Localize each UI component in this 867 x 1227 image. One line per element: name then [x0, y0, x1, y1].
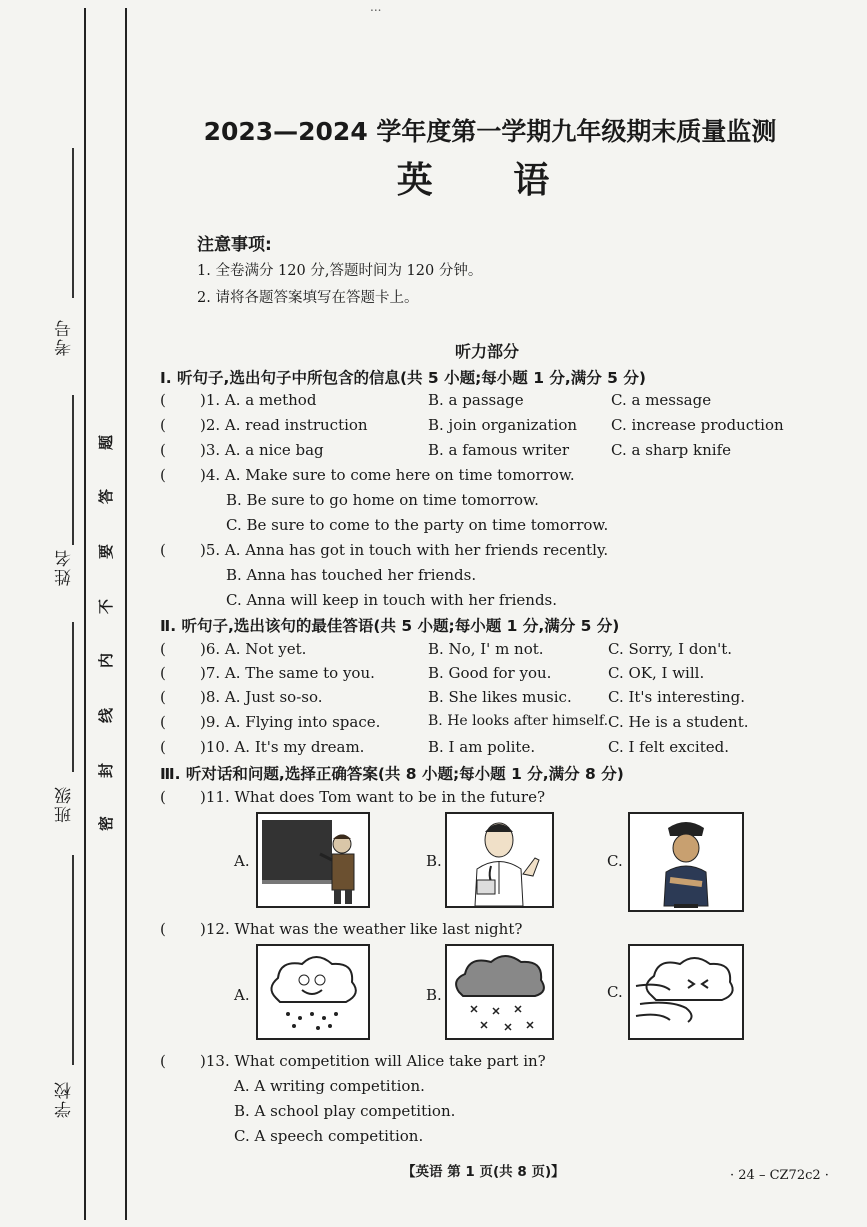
q5-a: )5. A. Anna has got in touch with her friends recently.	[200, 541, 609, 559]
top-fragment: ...	[370, 0, 382, 14]
q7-a: )7. A. The same to you.	[200, 664, 375, 682]
q11-question: )11. What does Tom want to be in the future?	[200, 788, 545, 806]
q11-picture-doctor	[445, 812, 554, 908]
listening-heading: 听力部分	[455, 342, 520, 361]
q1-a: )1. A. a method	[200, 391, 317, 409]
field-school-line	[72, 855, 74, 1065]
answer-paren: (	[160, 713, 166, 731]
seal-char: 封	[97, 762, 116, 779]
q12-picture-snowy	[445, 944, 554, 1040]
q13-option-b: B. A school play competition.	[234, 1102, 456, 1120]
q11-picture-police	[628, 812, 744, 912]
q2-c: C. increase production	[611, 416, 784, 434]
subject-title: 英 语	[396, 160, 584, 201]
notice-item: 2. 请将各题答案填写在答题卡上。	[197, 290, 419, 306]
notice-item: 1. 全卷满分 120 分,答题时间为 120 分钟。	[197, 263, 483, 279]
q6-b: B. No, I' m not.	[428, 640, 544, 658]
q10-a: )10. A. It's my dream.	[200, 738, 365, 756]
q12-picture-rainy	[256, 944, 370, 1040]
q4-c: C. Be sure to come to the party on time tomorrow.	[226, 516, 609, 534]
answer-paren: (	[160, 920, 166, 938]
q11-option-b-letter: B.	[426, 852, 442, 870]
field-class: 班级	[55, 785, 75, 823]
q13-option-a: A. A writing competition.	[234, 1077, 425, 1095]
q9-b: B. He looks after himself.	[428, 713, 609, 729]
answer-paren: (	[160, 738, 166, 756]
seal-char: 不	[97, 598, 116, 615]
section1-heading: Ⅰ. 听句子,选出句子中所包含的信息(共 5 小题;每小题 1 分,满分 5 分)	[160, 369, 646, 387]
q4-b: B. Be sure to go home on time tomorrow.	[226, 491, 539, 509]
q5-c: C. Anna will keep in touch with her friends.	[226, 591, 558, 609]
margin-line-inner	[125, 8, 127, 1220]
field-exam-number-line	[72, 148, 74, 298]
margin-line-outer	[84, 8, 86, 1220]
exam-code: · 24 – CZ72c2 ·	[730, 1168, 829, 1183]
q11-picture-teacher	[256, 812, 370, 908]
q9-a: )9. A. Flying into space.	[200, 713, 381, 731]
answer-paren: (	[160, 788, 166, 806]
notice-heading: 注意事项:	[197, 235, 272, 255]
q12-option-a-letter: A.	[234, 986, 250, 1004]
section3-heading: Ⅲ. 听对话和问题,选择正确答案(共 8 小题;每小题 1 分,满分 8 分)	[160, 765, 624, 783]
q13-question: )13. What competition will Alice take part in?	[200, 1052, 546, 1070]
q11-option-c-letter: C.	[607, 852, 623, 870]
section2-heading: Ⅱ. 听句子,选出该句的最佳答语(共 5 小题;每小题 1 分,满分 5 分)	[160, 617, 620, 635]
field-name-line	[72, 395, 74, 545]
q2-a: )2. A. read instruction	[200, 416, 368, 434]
q8-a: )8. A. Just so-so.	[200, 688, 323, 706]
answer-paren: (	[160, 541, 166, 559]
q1-b: B. a passage	[428, 391, 524, 409]
seal-char: 要	[97, 543, 116, 560]
q8-b: B. She likes music.	[428, 688, 572, 706]
q3-c: C. a sharp knife	[611, 441, 732, 459]
q6-c: C. Sorry, I don't.	[608, 640, 733, 658]
q13-option-c: C. A speech competition.	[234, 1127, 424, 1145]
answer-paren: (	[160, 664, 166, 682]
seal-char: 线	[97, 707, 116, 724]
q11-option-a-letter: A.	[234, 852, 250, 870]
q7-b: B. Good for you.	[428, 664, 552, 682]
page-footer: 【英语 第 1 页(共 8 页)】	[402, 1164, 565, 1180]
q12-picture-windy	[628, 944, 744, 1040]
q10-b: B. I am polite.	[428, 738, 536, 756]
q9-c: C. He is a student.	[608, 713, 749, 731]
q8-c: C. It's interesting.	[608, 688, 745, 706]
q3-a: )3. A. a nice bag	[200, 441, 324, 459]
q12-question: )12. What was the weather like last night?	[200, 920, 523, 938]
seal-char: 答	[97, 488, 116, 505]
answer-paren: (	[160, 640, 166, 658]
field-exam-number: 考号	[55, 318, 75, 356]
q1-c: C. a message	[611, 391, 712, 409]
answer-paren: (	[160, 391, 166, 409]
answer-paren: (	[160, 416, 166, 434]
seal-char: 题	[97, 434, 116, 451]
seal-char: 内	[97, 652, 116, 669]
q12-option-b-letter: B.	[426, 986, 442, 1004]
q3-b: B. a famous writer	[428, 441, 570, 459]
q7-c: C. OK, I will.	[608, 664, 705, 682]
q2-b: B. join organization	[428, 416, 578, 434]
field-school: 学校	[55, 1080, 75, 1118]
answer-paren: (	[160, 441, 166, 459]
exam-title: 2023—2024 学年度第一学期九年级期末质量监测	[203, 117, 777, 146]
q6-a: )6. A. Not yet.	[200, 640, 307, 658]
field-name: 姓名	[55, 548, 75, 586]
q5-b: B. Anna has touched her friends.	[226, 566, 477, 584]
q12-option-c-letter: C.	[607, 983, 623, 1001]
answer-paren: (	[160, 1052, 166, 1070]
answer-paren: (	[160, 688, 166, 706]
answer-paren: (	[160, 466, 166, 484]
q4-a: )4. A. Make sure to come here on time tomorrow.	[200, 466, 575, 484]
q10-c: C. I felt excited.	[608, 738, 730, 756]
seal-char: 密	[97, 815, 116, 832]
field-class-line	[72, 622, 74, 772]
